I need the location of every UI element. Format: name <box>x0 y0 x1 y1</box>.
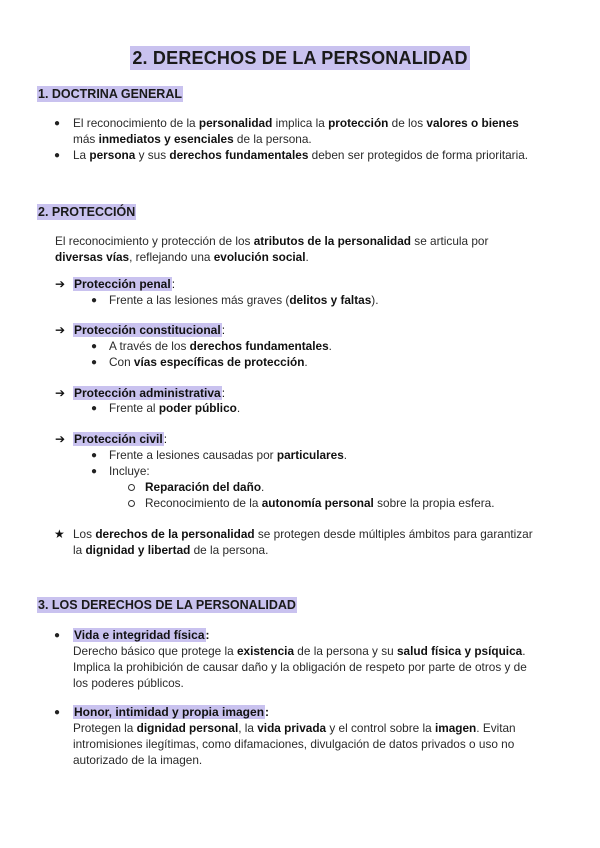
page-title: 2. DERECHOS DE LA PERSONALIDAD <box>132 48 468 68</box>
paragraph-proteccion-intro: El reconocimiento y protección de los atributos de la personalidad se articula por diversas vías, reflejando una evolución social. <box>55 234 489 264</box>
paragraph-proteccion-note: Los derechos de la personalidad se protegen desde múltiples ámbitos para garantizar la dignidad y libertad de la persona. <box>73 527 533 557</box>
bullet-dot: ● <box>91 357 98 368</box>
paragraph-doctrina-2: La persona y sus derechos fundamentales deben ser protegidos de forma prioritaria. <box>73 148 529 162</box>
arrow-icon: ➔ <box>55 323 66 337</box>
bullet-dot: ● <box>91 450 98 461</box>
bullet-dot: ● <box>54 630 61 641</box>
bullet-dot: ● <box>54 118 61 129</box>
list-item: Frente a las lesiones más graves (delitos y faltas). <box>109 293 379 307</box>
list-item: Incluye: <box>109 464 150 478</box>
bullet-dot: ● <box>91 403 98 414</box>
bullet-dot: ● <box>54 707 61 718</box>
bullet-dot: ● <box>91 466 98 477</box>
circle-bullet-icon <box>128 500 135 507</box>
paragraph-doctrina-1: El reconocimiento de la personalidad implica la protección de los valores o bienes más inmediatos y esenciales de la persona. <box>73 116 519 146</box>
bullet-dot: ● <box>91 295 98 306</box>
section-heading-doctrina: 1. DOCTRINA GENERAL <box>38 87 182 101</box>
list-item: Frente al poder público. <box>109 401 241 415</box>
star-icon: ★ <box>54 527 65 541</box>
subheading-administrativa: Protección administrativa: <box>74 386 226 400</box>
bullet-dot: ● <box>54 150 61 161</box>
list-item: A través de los derechos fundamentales. <box>109 339 332 353</box>
list-item: Reconocimiento de la autonomía personal sobre la propia esfera. <box>145 496 495 510</box>
bullet-dot: ● <box>91 341 98 352</box>
arrow-icon: ➔ <box>55 386 66 400</box>
list-item: Con vías específicas de protección. <box>109 355 308 369</box>
list-item: Reparación del daño. <box>145 480 265 494</box>
subheading-honor: Honor, intimidad y propia imagen: <box>74 705 270 719</box>
section-heading-derechos: 3. LOS DERECHOS DE LA PERSONALIDAD <box>38 598 296 612</box>
subheading-vida: Vida e integridad física: <box>74 628 210 642</box>
arrow-icon: ➔ <box>55 432 66 446</box>
subheading-penal: Protección penal: <box>74 277 176 291</box>
subheading-civil: Protección civil: <box>74 432 168 446</box>
list-item: Frente a lesiones causadas por particulares. <box>109 448 348 462</box>
arrow-icon: ➔ <box>55 277 66 291</box>
section-heading-proteccion: 2. PROTECCIÓN <box>38 205 136 219</box>
subheading-constitucional: Protección constitucional: <box>74 323 226 337</box>
paragraph-vida: Derecho básico que protege la existencia de la persona y su salud física y psíquica. Implica la prohibición de causar daño y la obligación de respeto por parte de otros y de los poderes públicos. <box>73 644 527 690</box>
paragraph-honor: Protegen la dignidad personal, la vida privada y el control sobre la imagen. Evitan intromisiones ilegítimas, como difamaciones, divulgación de datos privados o uso no autorizado de la imagen. <box>73 721 516 767</box>
circle-bullet-icon <box>128 484 135 491</box>
